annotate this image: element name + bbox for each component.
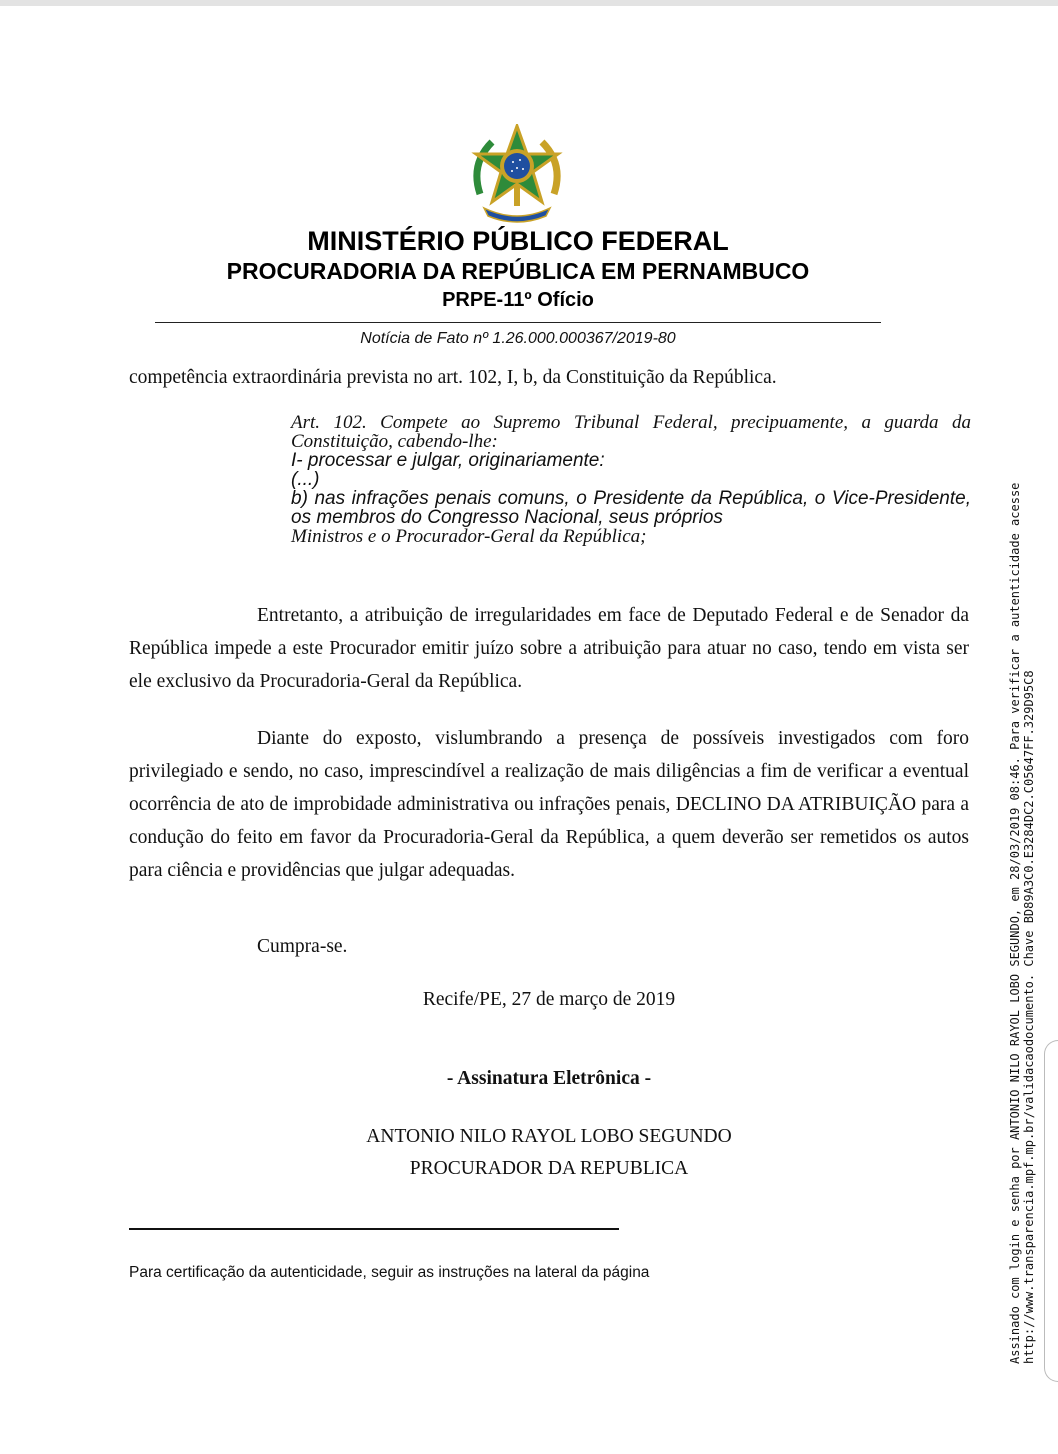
header-unit: PROCURADORIA DA REPÚBLICA EM PERNAMBUCO (226, 258, 810, 284)
signer-name: ANTONIO NILO RAYOL LOBO SEGUNDO (366, 1126, 732, 1147)
document-reference: Notícia de Fato nº 1.26.000.000367/2019-80 (360, 330, 676, 347)
header-org: MINISTÉRIO PÚBLICO FEDERAL (307, 226, 729, 256)
quote-line-ministros: Ministros e o Procurador-Geral da República; (291, 526, 647, 547)
closing-cumpra: Cumpra-se. (257, 936, 348, 957)
paragraph-entretanto: Entretanto, a atribuição de irregularidades em face de Deputado Federal e de Senador da República impede a este Procurador emitir juízo sobre a atribuição para atuar no caso, tendo em vista ser ele exclusivo da Procuradoria-Geral da República. (129, 605, 969, 692)
page-curl-edge (1044, 1040, 1058, 1382)
footnote-divider (129, 1228, 619, 1230)
side-authentication-text (1008, 324, 1036, 1364)
quote-line-alinea-b: b) nas infrações penais comuns, o Presidente da República, o Vice-Presidente, os membros do Congresso Nacional, seus próprios (291, 488, 971, 528)
paragraph-diante: Diante do exposto, vislumbrando a presença de possíveis investigados com foro privilegiado e sendo, no caso, imprescindível a realização de mais diligências a fim de verificar a eventual ocorrência de ato de improbidade administrativa ou infrações penais, DECLINO DA ATRIBUIÇÃO para a condução do feito em favor da Procuradoria-Geral da República, a quem deverão ser remetidos os autos para ciência e providências que julgar adequadas. (129, 728, 969, 881)
coat-of-arms-icon (470, 124, 564, 224)
date-line: Recife/PE, 27 de março de 2019 (422, 989, 676, 1010)
viewer-top-bar (0, 0, 1058, 6)
paragraph-intro: competência extraordinária prevista no art. 102, I, b, da Constituição da República. (129, 367, 777, 388)
signature-label: - Assinatura Eletrônica - (446, 1068, 652, 1089)
legal-quote (291, 413, 971, 546)
header-divider (155, 322, 881, 323)
side-auth-line-2: http://www.transparencia.mpf.mp.br/validacaodocumento. Chave BD89A3C0.E3284DC2.C05647FF.329D95C8 (1022, 670, 1036, 1364)
quote-line-inciso: I- processar e julgar, originariamente: (291, 450, 605, 471)
quote-line-art102: Art. 102. Compete ao Supremo Tribunal Federal, precipuamente, a guarda da Constituição, cabendo-lhe: (291, 412, 971, 452)
footnote: Para certificação da autenticidade, seguir as instruções na lateral da página (129, 1264, 650, 1281)
header-office: PRPE-11º Ofício (442, 289, 594, 311)
side-auth-line-1: Assinado com login e senha por ANTONIO NILO RAYOL LOBO SEGUNDO, em 28/03/2019 08:46. Para verificar a autenticidade acesse (1008, 482, 1022, 1364)
signer-title: PROCURADOR DA REPUBLICA (409, 1158, 689, 1179)
quote-line-ellipsis: (...) (291, 469, 320, 490)
